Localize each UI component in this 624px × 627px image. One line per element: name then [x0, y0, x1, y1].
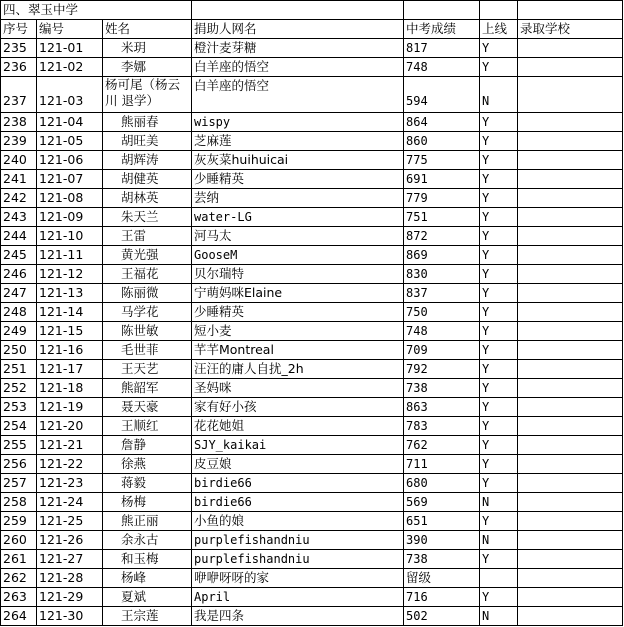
row-name-cell: 李娜 — [103, 58, 192, 77]
row-id-cell: 121-28 — [37, 569, 103, 588]
row-score-cell: 709 — [404, 341, 480, 360]
row-name-cell: 杨梅 — [103, 493, 192, 512]
row-id-cell: 121-10 — [37, 227, 103, 246]
row-online-cell: Y — [480, 113, 518, 132]
row-online-cell: Y — [480, 512, 518, 531]
row-seq-cell: 248 — [1, 303, 37, 322]
row-online-cell: Y — [480, 341, 518, 360]
row-donor-cell: 橙汁麦芽糖 — [192, 39, 404, 58]
row-score-cell: 594 — [404, 77, 480, 113]
row-seq-cell: 237 — [1, 77, 37, 113]
row-school-cell — [518, 512, 623, 531]
header-donor: 捐助人网名 — [192, 20, 404, 39]
table-row — [1, 436, 623, 455]
row-donor-cell: 咿咿呀呀的家 — [192, 569, 404, 588]
row-seq-cell: 255 — [1, 436, 37, 455]
row-id-cell: 121-12 — [37, 265, 103, 284]
row-name-cell: 王天艺 — [103, 360, 192, 379]
row-donor-cell: GooseM — [192, 246, 404, 265]
row-seq-cell: 263 — [1, 588, 37, 607]
row-school-cell — [518, 303, 623, 322]
row-seq-cell: 262 — [1, 569, 37, 588]
row-school-cell — [518, 113, 623, 132]
row-name-cell: 熊正丽 — [103, 512, 192, 531]
row-online-cell: Y — [480, 151, 518, 170]
row-school-cell — [518, 607, 623, 626]
row-score-cell: 779 — [404, 189, 480, 208]
row-seq-cell: 242 — [1, 189, 37, 208]
row-online-cell: Y — [480, 436, 518, 455]
row-score-cell: 651 — [404, 512, 480, 531]
row-seq-cell: 259 — [1, 512, 37, 531]
table-row — [1, 151, 623, 170]
row-online-cell: Y — [480, 170, 518, 189]
row-id-cell: 121-21 — [37, 436, 103, 455]
row-donor-cell: purplefishandniu — [192, 531, 404, 550]
row-online-cell: Y — [480, 360, 518, 379]
table-row — [1, 569, 623, 588]
row-id-cell: 121-22 — [37, 455, 103, 474]
row-online-cell: N — [480, 77, 518, 113]
table-body — [1, 1, 623, 626]
row-donor-cell: 花花她姐 — [192, 417, 404, 436]
row-donor-cell: birdie66 — [192, 474, 404, 493]
row-id-cell: 121-30 — [37, 607, 103, 626]
row-online-cell: Y — [480, 474, 518, 493]
row-school-cell — [518, 246, 623, 265]
table-row — [1, 455, 623, 474]
title-row — [1, 1, 623, 20]
row-name-cell: 陈丽微 — [103, 284, 192, 303]
row-name-cell: 陈世敏 — [103, 322, 192, 341]
table-row — [1, 113, 623, 132]
table-row — [1, 77, 623, 113]
row-id-cell: 121-24 — [37, 493, 103, 512]
row-score-cell: 750 — [404, 303, 480, 322]
row-school-cell — [518, 151, 623, 170]
header-id: 编号 — [37, 20, 103, 39]
row-name-cell: 胡辉涛 — [103, 151, 192, 170]
header-row — [1, 20, 623, 39]
row-id-cell: 121-19 — [37, 398, 103, 417]
row-school-cell — [518, 39, 623, 58]
row-id-cell: 121-05 — [37, 132, 103, 151]
row-score-cell: 863 — [404, 398, 480, 417]
row-id-cell: 121-03 — [37, 77, 103, 113]
row-name-cell: 蒋毅 — [103, 474, 192, 493]
row-online-cell: Y — [480, 208, 518, 227]
row-school-cell — [518, 77, 623, 113]
row-online-cell: Y — [480, 58, 518, 77]
row-seq-cell: 260 — [1, 531, 37, 550]
row-donor-cell: 家有好小孩 — [192, 398, 404, 417]
table-row — [1, 208, 623, 227]
table-row — [1, 265, 623, 284]
row-id-cell: 121-06 — [37, 151, 103, 170]
row-online-cell: Y — [480, 588, 518, 607]
row-score-cell: 783 — [404, 417, 480, 436]
row-name-cell: 王福花 — [103, 265, 192, 284]
row-name-cell: 詹静 — [103, 436, 192, 455]
row-id-cell: 121-01 — [37, 39, 103, 58]
row-school-cell — [518, 398, 623, 417]
title-filler-cell — [192, 1, 404, 20]
row-id-cell: 121-23 — [37, 474, 103, 493]
row-school-cell — [518, 341, 623, 360]
row-seq-cell: 261 — [1, 550, 37, 569]
row-school-cell — [518, 550, 623, 569]
title-filler-cell — [404, 1, 480, 20]
row-id-cell: 121-04 — [37, 113, 103, 132]
table-row — [1, 170, 623, 189]
row-online-cell — [480, 569, 518, 588]
table-row — [1, 417, 623, 436]
row-name-cell: 胡林英 — [103, 189, 192, 208]
row-donor-cell: SJY_kaikai — [192, 436, 404, 455]
row-donor-cell: 白羊座的悟空 — [192, 58, 404, 77]
row-name-cell: 杨可尾（杨云川 退学） — [103, 77, 192, 113]
row-seq-cell: 244 — [1, 227, 37, 246]
row-online-cell: Y — [480, 455, 518, 474]
row-donor-cell: purplefishandniu — [192, 550, 404, 569]
row-school-cell — [518, 455, 623, 474]
row-score-cell: 748 — [404, 58, 480, 77]
row-seq-cell: 247 — [1, 284, 37, 303]
row-seq-cell: 235 — [1, 39, 37, 58]
row-online-cell: Y — [480, 379, 518, 398]
row-name-cell: 聂天豪 — [103, 398, 192, 417]
row-donor-cell: 白羊座的悟空 — [192, 77, 404, 113]
row-school-cell — [518, 531, 623, 550]
row-online-cell: Y — [480, 398, 518, 417]
table-row — [1, 284, 623, 303]
header-name: 姓名 — [103, 20, 192, 39]
row-school-cell — [518, 417, 623, 436]
table-row — [1, 474, 623, 493]
row-name-cell: 和玉梅 — [103, 550, 192, 569]
row-seq-cell: 254 — [1, 417, 37, 436]
table-title: 四、翠玉中学 — [1, 1, 192, 20]
row-id-cell: 121-14 — [37, 303, 103, 322]
row-name-cell: 马学花 — [103, 303, 192, 322]
table-row — [1, 531, 623, 550]
row-score-cell: 680 — [404, 474, 480, 493]
row-score-cell: 872 — [404, 227, 480, 246]
row-seq-cell: 241 — [1, 170, 37, 189]
table-row — [1, 607, 623, 626]
row-school-cell — [518, 436, 623, 455]
header-score: 中考成绩 — [404, 20, 480, 39]
table-row — [1, 303, 623, 322]
row-seq-cell: 257 — [1, 474, 37, 493]
table-row — [1, 322, 623, 341]
row-id-cell: 121-11 — [37, 246, 103, 265]
title-filler-cell — [480, 1, 518, 20]
row-score-cell: 502 — [404, 607, 480, 626]
row-seq-cell: 264 — [1, 607, 37, 626]
row-score-cell: 792 — [404, 360, 480, 379]
table-row — [1, 189, 623, 208]
row-online-cell: Y — [480, 303, 518, 322]
row-score-cell: 留级 — [404, 569, 480, 588]
table-row — [1, 132, 623, 151]
table-row — [1, 39, 623, 58]
row-id-cell: 121-20 — [37, 417, 103, 436]
title-filler-cell — [518, 1, 623, 20]
row-donor-cell: 汪汪的庸人自扰_2h — [192, 360, 404, 379]
row-score-cell: 738 — [404, 550, 480, 569]
row-online-cell: Y — [480, 550, 518, 569]
row-score-cell: 691 — [404, 170, 480, 189]
row-online-cell: Y — [480, 322, 518, 341]
row-school-cell — [518, 588, 623, 607]
row-donor-cell: water-LG — [192, 208, 404, 227]
row-score-cell: 751 — [404, 208, 480, 227]
table-row — [1, 341, 623, 360]
row-school-cell — [518, 474, 623, 493]
row-donor-cell: 我是四条 — [192, 607, 404, 626]
table-row — [1, 360, 623, 379]
row-online-cell: N — [480, 607, 518, 626]
row-name-cell: 杨峰 — [103, 569, 192, 588]
header-online: 上线 — [480, 20, 518, 39]
header-seq: 序号 — [1, 20, 37, 39]
row-school-cell — [518, 227, 623, 246]
row-seq-cell: 251 — [1, 360, 37, 379]
row-seq-cell: 238 — [1, 113, 37, 132]
row-online-cell: N — [480, 531, 518, 550]
row-score-cell: 830 — [404, 265, 480, 284]
row-seq-cell: 245 — [1, 246, 37, 265]
row-id-cell: 121-13 — [37, 284, 103, 303]
row-score-cell: 775 — [404, 151, 480, 170]
row-seq-cell: 240 — [1, 151, 37, 170]
row-school-cell — [518, 360, 623, 379]
row-seq-cell: 236 — [1, 58, 37, 77]
row-donor-cell: 圣妈咪 — [192, 379, 404, 398]
row-donor-cell: birdie66 — [192, 493, 404, 512]
table-row — [1, 246, 623, 265]
row-name-cell: 朱天兰 — [103, 208, 192, 227]
row-donor-cell: 少睡精英 — [192, 303, 404, 322]
row-online-cell: N — [480, 493, 518, 512]
row-score-cell: 869 — [404, 246, 480, 265]
row-online-cell: Y — [480, 39, 518, 58]
row-name-cell: 熊丽春 — [103, 113, 192, 132]
row-name-cell: 夏斌 — [103, 588, 192, 607]
row-id-cell: 121-09 — [37, 208, 103, 227]
row-seq-cell: 250 — [1, 341, 37, 360]
row-online-cell: Y — [480, 227, 518, 246]
row-online-cell: Y — [480, 246, 518, 265]
row-score-cell: 716 — [404, 588, 480, 607]
row-seq-cell: 252 — [1, 379, 37, 398]
row-score-cell: 864 — [404, 113, 480, 132]
row-name-cell: 余永古 — [103, 531, 192, 550]
row-donor-cell: 灰灰菜huihuicai — [192, 151, 404, 170]
row-school-cell — [518, 493, 623, 512]
row-name-cell: 王宗莲 — [103, 607, 192, 626]
row-online-cell: Y — [480, 417, 518, 436]
row-name-cell: 徐燕 — [103, 455, 192, 474]
row-name-cell: 胡旺美 — [103, 132, 192, 151]
row-school-cell — [518, 58, 623, 77]
row-seq-cell: 246 — [1, 265, 37, 284]
row-id-cell: 121-27 — [37, 550, 103, 569]
row-school-cell — [518, 284, 623, 303]
row-donor-cell: 贝尔瑞特 — [192, 265, 404, 284]
row-donor-cell: 短小麦 — [192, 322, 404, 341]
row-seq-cell: 243 — [1, 208, 37, 227]
row-name-cell: 王顺红 — [103, 417, 192, 436]
row-donor-cell: 芊芊Montreal — [192, 341, 404, 360]
table-row — [1, 227, 623, 246]
row-name-cell: 胡健英 — [103, 170, 192, 189]
table-row — [1, 588, 623, 607]
row-score-cell: 837 — [404, 284, 480, 303]
row-seq-cell: 253 — [1, 398, 37, 417]
row-id-cell: 121-02 — [37, 58, 103, 77]
row-school-cell — [518, 189, 623, 208]
row-donor-cell: 芸纳 — [192, 189, 404, 208]
row-school-cell — [518, 379, 623, 398]
row-donor-cell: 河马太 — [192, 227, 404, 246]
row-name-cell: 毛世菲 — [103, 341, 192, 360]
row-name-cell: 王雷 — [103, 227, 192, 246]
row-donor-cell: April — [192, 588, 404, 607]
row-score-cell: 711 — [404, 455, 480, 474]
row-online-cell: Y — [480, 132, 518, 151]
table-row — [1, 58, 623, 77]
row-score-cell: 762 — [404, 436, 480, 455]
row-id-cell: 121-26 — [37, 531, 103, 550]
row-score-cell: 860 — [404, 132, 480, 151]
row-name-cell: 黄光强 — [103, 246, 192, 265]
row-donor-cell: 皮豆娘 — [192, 455, 404, 474]
table-row — [1, 493, 623, 512]
row-school-cell — [518, 170, 623, 189]
row-school-cell — [518, 132, 623, 151]
header-school: 录取学校 — [518, 20, 623, 39]
row-donor-cell: 芝麻莲 — [192, 132, 404, 151]
row-seq-cell: 249 — [1, 322, 37, 341]
row-donor-cell: 小鱼的娘 — [192, 512, 404, 531]
table-row — [1, 398, 623, 417]
row-id-cell: 121-18 — [37, 379, 103, 398]
row-score-cell: 748 — [404, 322, 480, 341]
row-school-cell — [518, 569, 623, 588]
table-row — [1, 550, 623, 569]
row-online-cell: Y — [480, 284, 518, 303]
row-id-cell: 121-16 — [37, 341, 103, 360]
table-row — [1, 379, 623, 398]
row-id-cell: 121-07 — [37, 170, 103, 189]
row-school-cell — [518, 265, 623, 284]
row-seq-cell: 239 — [1, 132, 37, 151]
row-name-cell: 米玥 — [103, 39, 192, 58]
row-score-cell: 738 — [404, 379, 480, 398]
row-score-cell: 817 — [404, 39, 480, 58]
row-score-cell: 390 — [404, 531, 480, 550]
row-donor-cell: 宁萌妈咪Elaine — [192, 284, 404, 303]
row-id-cell: 121-25 — [37, 512, 103, 531]
row-name-cell: 熊韶军 — [103, 379, 192, 398]
row-seq-cell: 258 — [1, 493, 37, 512]
row-donor-cell: 少睡精英 — [192, 170, 404, 189]
row-id-cell: 121-15 — [37, 322, 103, 341]
row-donor-cell: wispy — [192, 113, 404, 132]
row-online-cell: Y — [480, 189, 518, 208]
row-id-cell: 121-17 — [37, 360, 103, 379]
row-score-cell: 569 — [404, 493, 480, 512]
table-row — [1, 512, 623, 531]
row-seq-cell: 256 — [1, 455, 37, 474]
row-id-cell: 121-08 — [37, 189, 103, 208]
row-online-cell: Y — [480, 265, 518, 284]
row-school-cell — [518, 322, 623, 341]
row-id-cell: 121-29 — [37, 588, 103, 607]
row-school-cell — [518, 208, 623, 227]
